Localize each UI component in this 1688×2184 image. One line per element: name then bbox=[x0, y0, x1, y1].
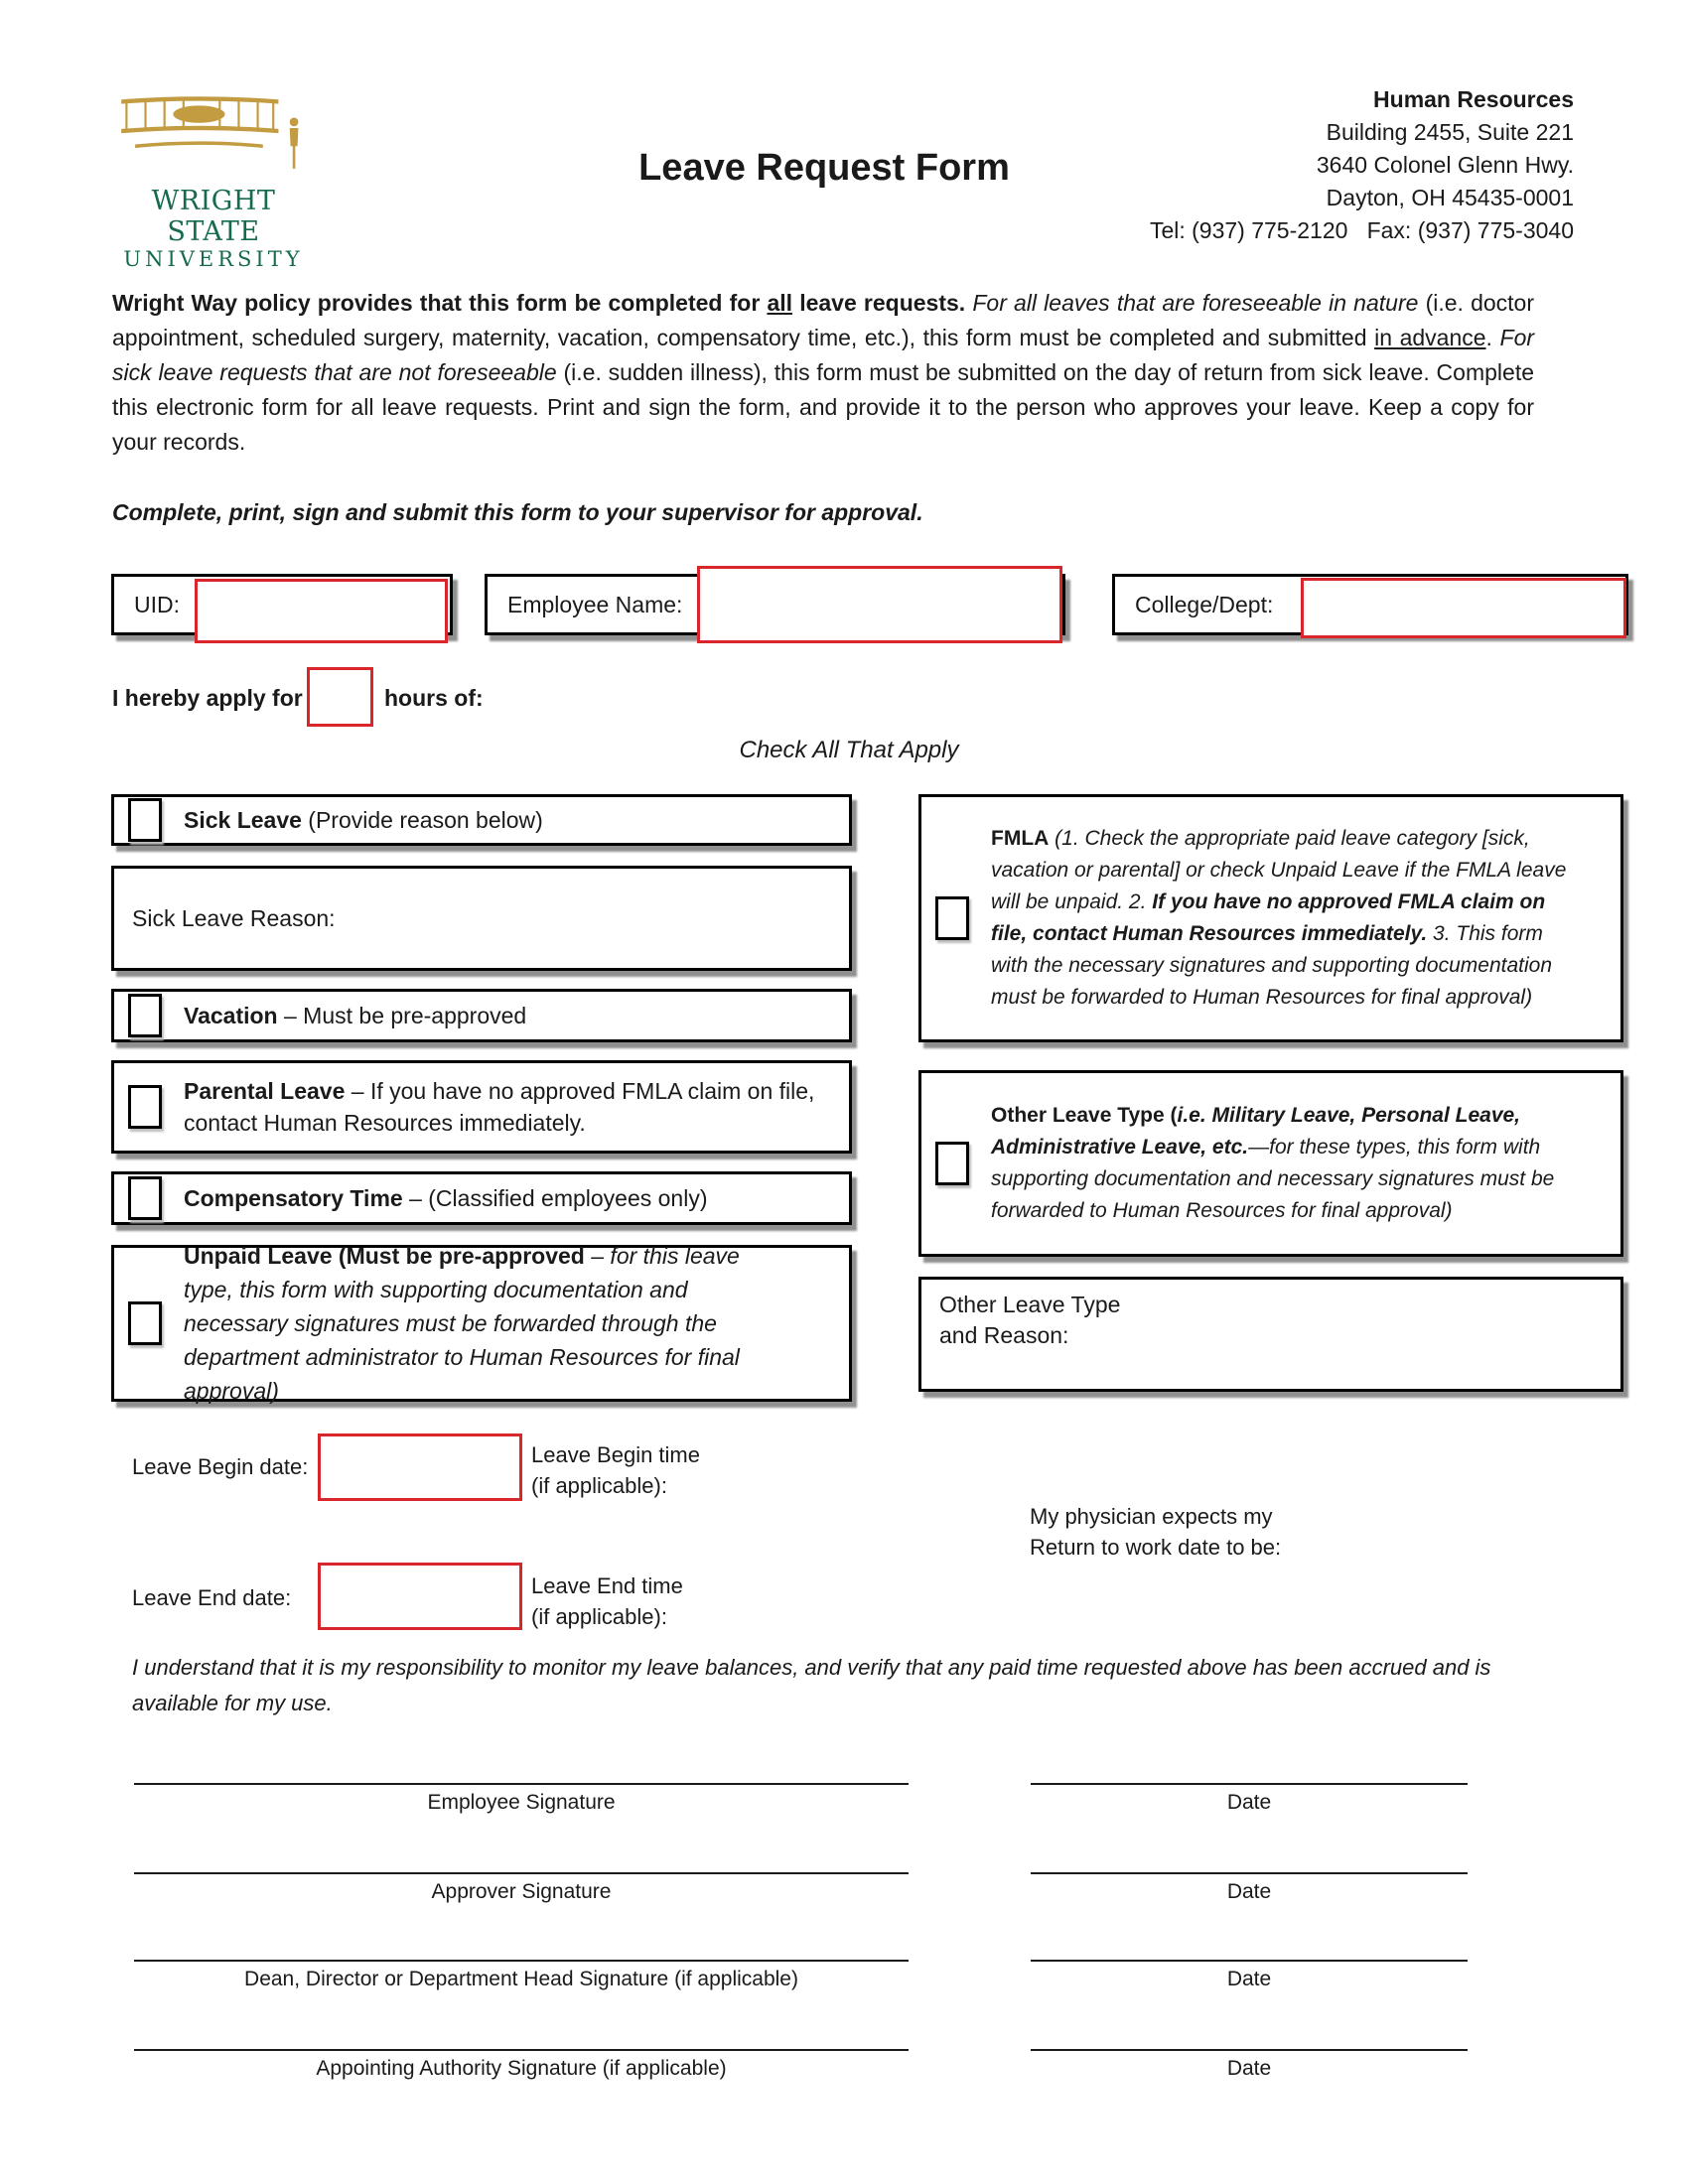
other-leave-reason-box[interactable] bbox=[918, 1277, 1623, 1392]
university-wordmark-line1: WRIGHT STATE bbox=[151, 186, 276, 247]
vacation-label: Vacation – Must be pre-approved bbox=[184, 1003, 527, 1028]
vacation-checkbox[interactable] bbox=[128, 994, 162, 1037]
sick-leave-reason-label: Sick Leave Reason: bbox=[132, 904, 336, 931]
employee-signature-label: Employee Signature bbox=[427, 1791, 616, 1814]
appointing-authority-date-label: Date bbox=[1226, 2057, 1272, 2080]
sick-leave-option bbox=[111, 794, 852, 846]
other-leave-checkbox[interactable] bbox=[935, 1142, 969, 1185]
employee-signature-date-line bbox=[1031, 1783, 1468, 1785]
university-wordmark-line2: UNIVERSITY bbox=[123, 247, 304, 271]
appointing-authority-signature-line bbox=[134, 2049, 909, 2051]
leave-begin-date-label: Leave Begin date: bbox=[132, 1454, 309, 1479]
other-leave-option bbox=[918, 1070, 1623, 1257]
parental-leave-label: Parental Leave – If you have no approved FMLA claim on file, contact Human Resources immediately. bbox=[184, 1078, 815, 1136]
leave-begin-time-label: Leave Begin time (if applicable): bbox=[531, 1442, 700, 1498]
dean-signature-label: Dean, Director or Department Head Signature (if applicable) bbox=[244, 1968, 798, 1990]
unpaid-leave-option bbox=[111, 1245, 852, 1402]
parental-leave-option bbox=[111, 1060, 852, 1154]
unpaid-leave-label: Unpaid Leave (Must be pre-approved – for this leave type, this form with supporting documentation and necessary signatures must be forwarded through the department administrator to Human Resources for final approval) bbox=[184, 1243, 740, 1404]
policy-paragraph bbox=[112, 286, 1534, 460]
compensatory-time-checkbox[interactable] bbox=[128, 1176, 162, 1220]
hr-phone-fax: Tel: (937) 775-2120 Fax: (937) 775-3040 bbox=[1149, 217, 1574, 243]
college-dept-input[interactable] bbox=[1301, 578, 1626, 638]
dean-signature-date-line bbox=[1031, 1960, 1468, 1962]
appointing-authority-date-line bbox=[1031, 2049, 1468, 2051]
university-logo bbox=[109, 81, 318, 271]
appointing-authority-signature-label: Appointing Authority Signature (if applicable) bbox=[316, 2057, 727, 2080]
policy-seg-3: leave requests. bbox=[792, 290, 966, 316]
employee-signature-date-label: Date bbox=[1226, 1791, 1272, 1814]
wright-flyer-logo-icon bbox=[109, 81, 308, 181]
college-dept-label: College/Dept: bbox=[1135, 591, 1274, 617]
fmla-label: FMLA (1. Check the appropriate paid leave category [sick, vacation or parental] or check Unpaid Leave if the FMLA leave will be unpaid. 2. If you have no approved FMLA claim on file, contact Human Resources immediately. 3. This form with the necessary signatures and supporting documentation must be forwarded to Human Resources for final approval) bbox=[991, 827, 1567, 1009]
other-leave-reason-label: Other Leave Type and Reason: bbox=[939, 1292, 1121, 1348]
page-title: Leave Request Form bbox=[638, 147, 1010, 189]
hr-address-line3: Dayton, OH 45435-0001 bbox=[1326, 185, 1574, 210]
sick-leave-label: Sick Leave (Provide reason below) bbox=[184, 807, 543, 833]
hr-address-line1: Building 2455, Suite 221 bbox=[1326, 119, 1574, 145]
employee-name-input[interactable] bbox=[697, 566, 1062, 643]
leave-end-date-label: Leave End date: bbox=[132, 1585, 292, 1610]
policy-seg-5: (i.e. doctor appointment, scheduled surgery, maternity, vacation, compensatory time, etc.), this form must be completed and submitted bbox=[112, 290, 1534, 350]
leave-begin-date-input[interactable] bbox=[318, 1433, 522, 1501]
fmla-option bbox=[918, 794, 1623, 1042]
sick-leave-checkbox[interactable] bbox=[128, 798, 162, 842]
balance-acknowledgement: I understand that it is my responsibility to monitor my leave balances, and verify that any paid time requested above has been accrued and is available for my use. bbox=[132, 1655, 1491, 1715]
policy-seg-2: all bbox=[767, 290, 793, 316]
policy-seg-1: Wright Way policy provides that this form be completed for bbox=[112, 290, 768, 316]
uid-label: UID: bbox=[134, 591, 180, 617]
hr-dept-name: Human Resources bbox=[1373, 86, 1574, 112]
other-leave-label: Other Leave Type (i.e. Military Leave, Personal Leave, Administrative Leave, etc.—for these types, this form with supporting documentation and necessary signatures must be forwarded to Human Resources for final approval) bbox=[991, 1104, 1555, 1222]
hours-prefix-label: I hereby apply for bbox=[112, 685, 303, 711]
policy-seg-4: For all leaves that are foreseeable in nature bbox=[965, 290, 1426, 316]
dean-signature-date-label: Date bbox=[1226, 1968, 1272, 1990]
policy-seg-6: in advance bbox=[1374, 325, 1486, 350]
compensatory-time-label: Compensatory Time – (Classified employees only) bbox=[184, 1185, 708, 1211]
policy-seg-8: For sick leave requests that are not foreseeable bbox=[112, 325, 1535, 385]
employee-name-label: Employee Name: bbox=[507, 591, 683, 617]
policy-seg-9: (i.e. sudden illness), this form must be submitted on the day of return from sick leave. Complete this electronic form for all leave requests. Print and sign the form, and provide it to the person who approves your leave. Keep a copy for your records. bbox=[112, 359, 1534, 455]
hr-address-block bbox=[1077, 83, 1574, 247]
unpaid-leave-checkbox[interactable] bbox=[128, 1301, 162, 1345]
approver-signature-line bbox=[134, 1872, 909, 1874]
check-all-heading: Check All That Apply bbox=[739, 737, 959, 763]
leave-end-date-input[interactable] bbox=[318, 1563, 522, 1630]
physician-return-label: My physician expects my Return to work date to be: bbox=[1030, 1504, 1282, 1560]
compensatory-time-option bbox=[111, 1171, 852, 1225]
sick-leave-reason-box[interactable] bbox=[111, 866, 852, 971]
hr-address-line2: 3640 Colonel Glenn Hwy. bbox=[1316, 152, 1574, 178]
approver-signature-date-label: Date bbox=[1226, 1880, 1272, 1903]
fmla-checkbox[interactable] bbox=[935, 896, 969, 940]
approver-signature-label: Approver Signature bbox=[431, 1880, 612, 1903]
policy-seg-7: . bbox=[1485, 325, 1500, 350]
employee-signature-line bbox=[134, 1783, 909, 1785]
vacation-option bbox=[111, 989, 852, 1042]
submit-instruction: Complete, print, sign and submit this form to your supervisor for approval. bbox=[112, 499, 923, 525]
uid-input[interactable] bbox=[195, 579, 448, 643]
hours-input[interactable] bbox=[307, 667, 373, 727]
approver-signature-date-line bbox=[1031, 1872, 1468, 1874]
leave-end-time-label: Leave End time (if applicable): bbox=[531, 1573, 683, 1629]
dean-signature-line bbox=[134, 1960, 909, 1962]
parental-leave-checkbox[interactable] bbox=[128, 1085, 162, 1129]
hours-suffix-label: hours of: bbox=[384, 685, 484, 711]
